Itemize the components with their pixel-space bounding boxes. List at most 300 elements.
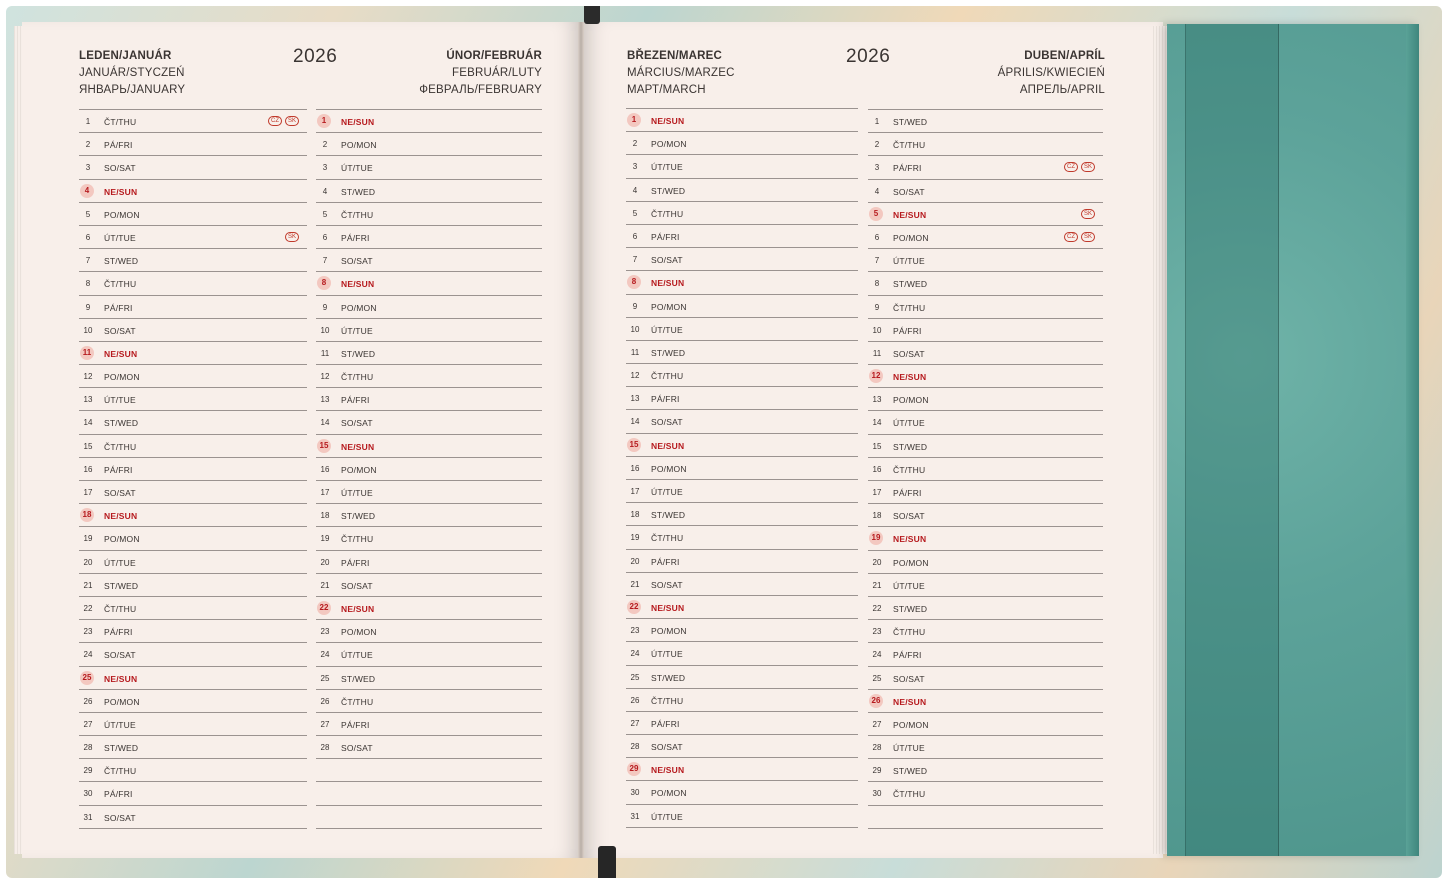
day-row bbox=[626, 526, 858, 549]
day-number: 7 bbox=[322, 256, 328, 266]
day-row bbox=[626, 642, 858, 665]
day-row bbox=[626, 295, 858, 318]
year-label: 2026 bbox=[846, 46, 891, 67]
weekday-label: ST/WED bbox=[651, 347, 686, 358]
weekday-label: PÁ/FRI bbox=[104, 140, 133, 151]
weekday-label: PÁ/FRI bbox=[893, 650, 922, 661]
month-header-jan bbox=[79, 48, 185, 99]
day-number: 6 bbox=[632, 231, 638, 241]
weekday-label: ÚT/TUE bbox=[104, 557, 136, 568]
day-number: 19 bbox=[320, 534, 330, 544]
day-number: 19 bbox=[83, 534, 93, 544]
day-number: 20 bbox=[320, 557, 330, 567]
day-row bbox=[316, 110, 542, 133]
day-row bbox=[79, 597, 307, 620]
day-row bbox=[626, 109, 858, 132]
weekday-label: ČT/THU bbox=[893, 464, 926, 475]
day-number: 28 bbox=[872, 743, 882, 753]
day-number: 23 bbox=[320, 627, 330, 637]
day-row bbox=[316, 435, 542, 458]
day-row bbox=[626, 364, 858, 387]
day-row bbox=[79, 319, 307, 342]
month-subtitle: MÁRCIUS/MARZEC bbox=[627, 67, 735, 79]
day-number: 27 bbox=[83, 719, 93, 729]
day-number: 24 bbox=[320, 650, 330, 660]
day-row bbox=[316, 296, 542, 319]
weekday-label: NE/SUN bbox=[651, 116, 685, 126]
holiday-markers bbox=[1064, 162, 1095, 172]
weekday-label: PÁ/FRI bbox=[893, 163, 922, 174]
day-row bbox=[868, 690, 1103, 713]
weekday-label: NE/SUN bbox=[893, 372, 927, 383]
day-row bbox=[626, 805, 858, 828]
weekday-label: PO/MON bbox=[104, 534, 140, 545]
day-number: 14 bbox=[320, 418, 330, 428]
day-number: 25 bbox=[872, 673, 882, 683]
weekday-label: ČT/THU bbox=[341, 534, 374, 545]
weekday-label: ST/WED bbox=[893, 766, 928, 777]
weekday-label: SO/SAT bbox=[893, 673, 925, 684]
month-header-apr bbox=[998, 48, 1105, 99]
day-row bbox=[79, 226, 307, 249]
weekday-label: ČT/THU bbox=[893, 302, 926, 313]
day-number: 3 bbox=[632, 162, 638, 172]
day-row bbox=[626, 155, 858, 178]
month-title: ÚNOR/FEBRUÁR bbox=[446, 50, 542, 62]
day-row bbox=[79, 806, 307, 829]
day-row bbox=[316, 411, 542, 434]
weekday-label: SO/SAT bbox=[893, 511, 925, 522]
weekday-label: NE/SUN bbox=[651, 440, 685, 451]
weekday-label: NE/SUN bbox=[104, 511, 138, 522]
month-subtitle: МАРТ/MARCH bbox=[627, 84, 706, 96]
day-row bbox=[868, 736, 1103, 759]
day-number: 27 bbox=[630, 718, 640, 728]
day-list-apr bbox=[868, 109, 1103, 829]
weekday-label: ÚT/TUE bbox=[341, 325, 373, 336]
month-subtitle: ЯНВАРЬ/JANUARY bbox=[79, 84, 186, 96]
day-row bbox=[79, 667, 307, 690]
day-number: 15 bbox=[83, 441, 93, 451]
day-number: 22 bbox=[317, 601, 331, 615]
day-row bbox=[626, 758, 858, 781]
day-row bbox=[626, 550, 858, 573]
weekday-label: SO/SAT bbox=[893, 348, 925, 359]
day-number: 1 bbox=[317, 114, 331, 128]
weekday-label: ÚT/TUE bbox=[651, 649, 683, 660]
day-row bbox=[316, 504, 542, 527]
day-row bbox=[316, 620, 542, 643]
weekday-label: SO/SAT bbox=[104, 488, 136, 498]
day-row bbox=[316, 643, 542, 666]
day-number: 28 bbox=[320, 743, 330, 753]
weekday-label: NE/SUN bbox=[341, 279, 375, 290]
month-subtitle: ÁPRILIS/KWIECIEŃ bbox=[997, 67, 1105, 79]
day-row bbox=[79, 411, 307, 434]
day-row bbox=[868, 620, 1103, 643]
flap-edge bbox=[1406, 24, 1419, 856]
day-number: 21 bbox=[630, 579, 640, 589]
weekday-label: ST/WED bbox=[341, 348, 376, 359]
weekday-label: ČT/THU bbox=[104, 279, 137, 290]
day-row bbox=[868, 574, 1103, 597]
weekday-label: PÁ/FRI bbox=[104, 464, 133, 475]
day-number: 6 bbox=[874, 232, 880, 242]
weekday-label: NE/SUN bbox=[893, 209, 927, 220]
weekday-label: PO/MON bbox=[104, 209, 140, 220]
weekday-label: NE/SUN bbox=[893, 534, 927, 545]
day-row bbox=[626, 503, 858, 526]
weekday-label: PÁ/FRI bbox=[651, 718, 680, 729]
weekday-label: ST/WED bbox=[651, 510, 686, 521]
day-number: 4 bbox=[632, 185, 638, 195]
day-row bbox=[626, 619, 858, 642]
empty-row bbox=[316, 782, 542, 805]
day-number: 14 bbox=[630, 417, 640, 427]
weekday-label: ST/WED bbox=[893, 279, 928, 290]
day-number: 18 bbox=[80, 508, 94, 522]
day-list-feb bbox=[316, 109, 542, 829]
weekday-label: ST/WED bbox=[104, 743, 139, 754]
weekday-label: PO/MON bbox=[104, 372, 140, 383]
weekday-label: ÚT/TUE bbox=[651, 162, 683, 173]
weekday-label: SO/SAT bbox=[341, 743, 373, 754]
holiday-badge: SK bbox=[1081, 232, 1095, 242]
day-row bbox=[79, 504, 307, 527]
day-row bbox=[79, 690, 307, 713]
day-number: 14 bbox=[872, 418, 882, 428]
month-title: DUBEN/APRÍL bbox=[1024, 50, 1105, 62]
day-number: 29 bbox=[872, 766, 882, 776]
day-number: 17 bbox=[872, 488, 882, 497]
day-number: 25 bbox=[320, 673, 330, 683]
day-row bbox=[316, 527, 542, 550]
day-row bbox=[626, 666, 858, 689]
day-row bbox=[79, 203, 307, 226]
holiday-markers bbox=[1081, 209, 1095, 219]
day-row bbox=[626, 202, 858, 225]
day-list-mar bbox=[626, 108, 858, 828]
day-number: 9 bbox=[85, 302, 91, 312]
day-number: 12 bbox=[83, 372, 93, 382]
day-row bbox=[316, 574, 542, 597]
weekday-label: NE/SUN bbox=[651, 765, 685, 776]
day-number: 15 bbox=[627, 438, 641, 452]
day-number: 14 bbox=[83, 418, 93, 428]
day-row bbox=[316, 319, 542, 342]
month-subtitle: АПРЕЛЬ/APRIL bbox=[1019, 84, 1105, 96]
day-number: 3 bbox=[322, 163, 328, 173]
weekday-label: PO/MON bbox=[651, 788, 687, 799]
weekday-label: ST/WED bbox=[893, 441, 928, 452]
day-row bbox=[626, 132, 858, 155]
weekday-label: ÚT/TUE bbox=[104, 395, 136, 406]
day-number: 12 bbox=[630, 371, 640, 381]
weekday-label: PÁ/FRI bbox=[341, 557, 370, 568]
day-number: 29 bbox=[627, 762, 641, 776]
day-row bbox=[868, 272, 1103, 295]
day-number: 19 bbox=[630, 533, 640, 543]
empty-row bbox=[868, 806, 1103, 829]
day-number: 1 bbox=[627, 113, 641, 127]
day-number: 27 bbox=[872, 719, 882, 729]
weekday-label: SO/SAT bbox=[104, 812, 136, 823]
day-number: 13 bbox=[83, 395, 93, 405]
day-number: 17 bbox=[320, 488, 330, 497]
day-number: 30 bbox=[83, 789, 93, 799]
day-row bbox=[626, 573, 858, 596]
day-number: 19 bbox=[869, 531, 883, 545]
weekday-label: PÁ/FRI bbox=[651, 394, 680, 405]
day-number: 1 bbox=[874, 117, 880, 126]
day-row bbox=[79, 551, 307, 574]
day-number: 28 bbox=[630, 742, 640, 752]
weekday-label: SO/SAT bbox=[104, 325, 136, 336]
day-row bbox=[626, 480, 858, 503]
day-number: 10 bbox=[83, 325, 93, 335]
day-number: 26 bbox=[320, 696, 330, 706]
day-number: 5 bbox=[869, 207, 883, 221]
day-row bbox=[316, 156, 542, 179]
day-row bbox=[626, 341, 858, 364]
weekday-label: SO/SAT bbox=[104, 163, 136, 174]
weekday-label: ČT/THU bbox=[104, 766, 137, 777]
day-row bbox=[79, 133, 307, 156]
weekday-label: PÁ/FRI bbox=[104, 789, 133, 800]
day-number: 28 bbox=[83, 743, 93, 753]
weekday-label: ST/WED bbox=[893, 603, 928, 614]
day-list-jan bbox=[79, 109, 307, 829]
weekday-label: ČT/THU bbox=[651, 208, 684, 219]
day-number: 26 bbox=[83, 696, 93, 706]
day-number: 13 bbox=[630, 394, 640, 404]
day-number: 22 bbox=[872, 603, 882, 613]
weekday-label: ČT/THU bbox=[651, 695, 684, 706]
day-number: 9 bbox=[632, 301, 638, 311]
weekday-label: PÁ/FRI bbox=[104, 627, 133, 638]
day-number: 24 bbox=[872, 650, 882, 660]
day-row bbox=[79, 481, 307, 504]
day-row bbox=[79, 388, 307, 411]
weekday-label: PÁ/FRI bbox=[104, 302, 133, 313]
day-number: 26 bbox=[630, 695, 640, 705]
holiday-badge: SK bbox=[1081, 209, 1095, 219]
day-row bbox=[316, 481, 542, 504]
day-row bbox=[626, 434, 858, 457]
day-row bbox=[626, 271, 858, 294]
day-number: 20 bbox=[872, 557, 882, 567]
weekday-label: ÚT/TUE bbox=[104, 232, 136, 243]
weekday-label: PO/MON bbox=[893, 719, 929, 730]
day-number: 23 bbox=[83, 627, 93, 637]
day-row bbox=[868, 481, 1103, 504]
day-row bbox=[868, 133, 1103, 156]
weekday-label: PO/MON bbox=[341, 627, 377, 638]
weekday-label: NE/SUN bbox=[104, 673, 138, 684]
weekday-label: ČT/THU bbox=[341, 209, 374, 220]
day-number: 31 bbox=[83, 812, 93, 822]
day-row bbox=[626, 248, 858, 271]
day-row bbox=[868, 296, 1103, 319]
day-row bbox=[868, 759, 1103, 782]
day-row bbox=[868, 504, 1103, 527]
month-subtitle: FEBRUÁR/LUTY bbox=[452, 67, 542, 79]
weekday-label: ÚT/TUE bbox=[651, 487, 683, 497]
day-number: 8 bbox=[627, 275, 641, 289]
day-number: 1 bbox=[85, 117, 91, 126]
weekday-label: ÚT/TUE bbox=[893, 256, 925, 267]
weekday-label: ÚT/TUE bbox=[651, 324, 683, 335]
day-row bbox=[626, 596, 858, 619]
weekday-label: ČT/THU bbox=[893, 627, 926, 638]
weekday-label: SO/SAT bbox=[341, 256, 373, 267]
weekday-label: SO/SAT bbox=[341, 580, 373, 591]
weekday-label: ST/WED bbox=[651, 185, 686, 196]
weekday-label: PÁ/FRI bbox=[341, 232, 370, 243]
weekday-label: PO/MON bbox=[341, 464, 377, 475]
day-row bbox=[868, 365, 1103, 388]
weekday-label: PÁ/FRI bbox=[651, 556, 680, 567]
day-number: 17 bbox=[83, 488, 93, 497]
day-number: 16 bbox=[872, 464, 882, 474]
day-row bbox=[316, 203, 542, 226]
day-row bbox=[316, 272, 542, 295]
day-number: 4 bbox=[874, 186, 880, 196]
day-number: 8 bbox=[874, 279, 880, 289]
weekday-label: ÚT/TUE bbox=[893, 418, 925, 429]
weekday-label: ST/WED bbox=[341, 186, 376, 197]
day-row bbox=[868, 388, 1103, 411]
weekday-label: PO/MON bbox=[651, 301, 687, 312]
weekday-label: NE/SUN bbox=[651, 278, 685, 289]
day-row bbox=[79, 435, 307, 458]
day-number: 20 bbox=[630, 556, 640, 566]
weekday-label: ST/WED bbox=[104, 580, 139, 591]
day-row bbox=[868, 180, 1103, 203]
day-number: 30 bbox=[872, 789, 882, 799]
day-number: 7 bbox=[85, 256, 91, 266]
day-number: 30 bbox=[630, 788, 640, 798]
day-row bbox=[868, 110, 1103, 133]
weekday-label: ÚT/TUE bbox=[341, 163, 373, 174]
weekday-label: SO/SAT bbox=[341, 418, 373, 429]
day-row bbox=[79, 342, 307, 365]
weekday-label: ÚT/TUE bbox=[893, 580, 925, 591]
day-number: 3 bbox=[85, 163, 91, 173]
holiday-markers bbox=[285, 232, 299, 242]
weekday-label: NE/SUN bbox=[341, 441, 375, 452]
day-number: 18 bbox=[630, 510, 640, 520]
weekday-label: ÚT/TUE bbox=[341, 488, 373, 498]
holiday-badge: SK bbox=[1081, 162, 1095, 172]
day-number: 25 bbox=[630, 672, 640, 682]
month-header-feb bbox=[419, 48, 542, 99]
day-row bbox=[79, 180, 307, 203]
weekday-label: PO/MON bbox=[893, 557, 929, 568]
weekday-label: ČT/THU bbox=[341, 372, 374, 383]
weekday-label: PÁ/FRI bbox=[893, 325, 922, 336]
day-row bbox=[316, 388, 542, 411]
day-row bbox=[868, 458, 1103, 481]
day-number: 15 bbox=[872, 441, 882, 451]
month-title: LEDEN/JANUÁR bbox=[79, 50, 172, 62]
weekday-label: ÚT/TUE bbox=[104, 719, 136, 730]
day-row bbox=[316, 133, 542, 156]
day-number: 2 bbox=[322, 140, 328, 150]
day-row bbox=[79, 643, 307, 666]
weekday-label: ÚT/TUE bbox=[651, 811, 683, 822]
day-row bbox=[868, 226, 1103, 249]
holiday-badge: CZ bbox=[1064, 232, 1078, 242]
holiday-markers bbox=[1064, 232, 1095, 242]
weekday-label: ČT/THU bbox=[893, 789, 926, 800]
day-row bbox=[626, 179, 858, 202]
weekday-label: NE/SUN bbox=[651, 602, 685, 613]
day-number: 24 bbox=[630, 649, 640, 659]
weekday-label: SO/SAT bbox=[651, 255, 683, 266]
day-row bbox=[316, 226, 542, 249]
weekday-label: ČT/THU bbox=[104, 441, 137, 452]
day-number: 2 bbox=[874, 140, 880, 150]
weekday-label: ČT/THU bbox=[651, 371, 684, 382]
day-row bbox=[79, 458, 307, 481]
day-number: 10 bbox=[872, 325, 882, 335]
weekday-label: SO/SAT bbox=[104, 650, 136, 661]
weekday-label: ČT/THU bbox=[104, 603, 137, 614]
day-number: 4 bbox=[80, 184, 94, 198]
day-row bbox=[79, 736, 307, 759]
day-row bbox=[868, 597, 1103, 620]
day-row bbox=[316, 551, 542, 574]
day-number: 10 bbox=[320, 325, 330, 335]
holiday-badge: SK bbox=[285, 116, 299, 126]
weekday-label: SO/SAT bbox=[651, 579, 683, 590]
day-number: 11 bbox=[80, 346, 94, 360]
day-number: 8 bbox=[85, 279, 91, 289]
day-row bbox=[626, 712, 858, 735]
day-row bbox=[868, 782, 1103, 805]
weekday-label: ČT/THU bbox=[651, 533, 684, 544]
day-row bbox=[79, 156, 307, 179]
day-number: 4 bbox=[322, 186, 328, 196]
day-number: 21 bbox=[83, 580, 93, 590]
day-number: 3 bbox=[874, 163, 880, 173]
page-stack-right bbox=[1153, 26, 1167, 854]
empty-row bbox=[316, 759, 542, 782]
day-row bbox=[626, 387, 858, 410]
empty-row bbox=[316, 806, 542, 829]
day-number: 23 bbox=[630, 626, 640, 636]
day-number: 20 bbox=[83, 557, 93, 567]
day-row bbox=[868, 435, 1103, 458]
day-number: 6 bbox=[322, 232, 328, 242]
day-number: 12 bbox=[869, 369, 883, 383]
weekday-label: ST/WED bbox=[651, 672, 686, 683]
day-number: 24 bbox=[83, 650, 93, 660]
day-number: 13 bbox=[320, 395, 330, 405]
day-row bbox=[626, 318, 858, 341]
day-row bbox=[316, 180, 542, 203]
day-row bbox=[316, 736, 542, 759]
day-row bbox=[79, 713, 307, 736]
weekday-label: ČT/THU bbox=[893, 140, 926, 151]
day-number: 11 bbox=[630, 347, 640, 357]
month-title: BŘEZEN/MAREC bbox=[627, 50, 723, 62]
day-number: 6 bbox=[85, 232, 91, 242]
weekday-label: ST/WED bbox=[104, 256, 139, 267]
holiday-markers bbox=[268, 116, 299, 126]
day-number: 21 bbox=[872, 580, 882, 590]
